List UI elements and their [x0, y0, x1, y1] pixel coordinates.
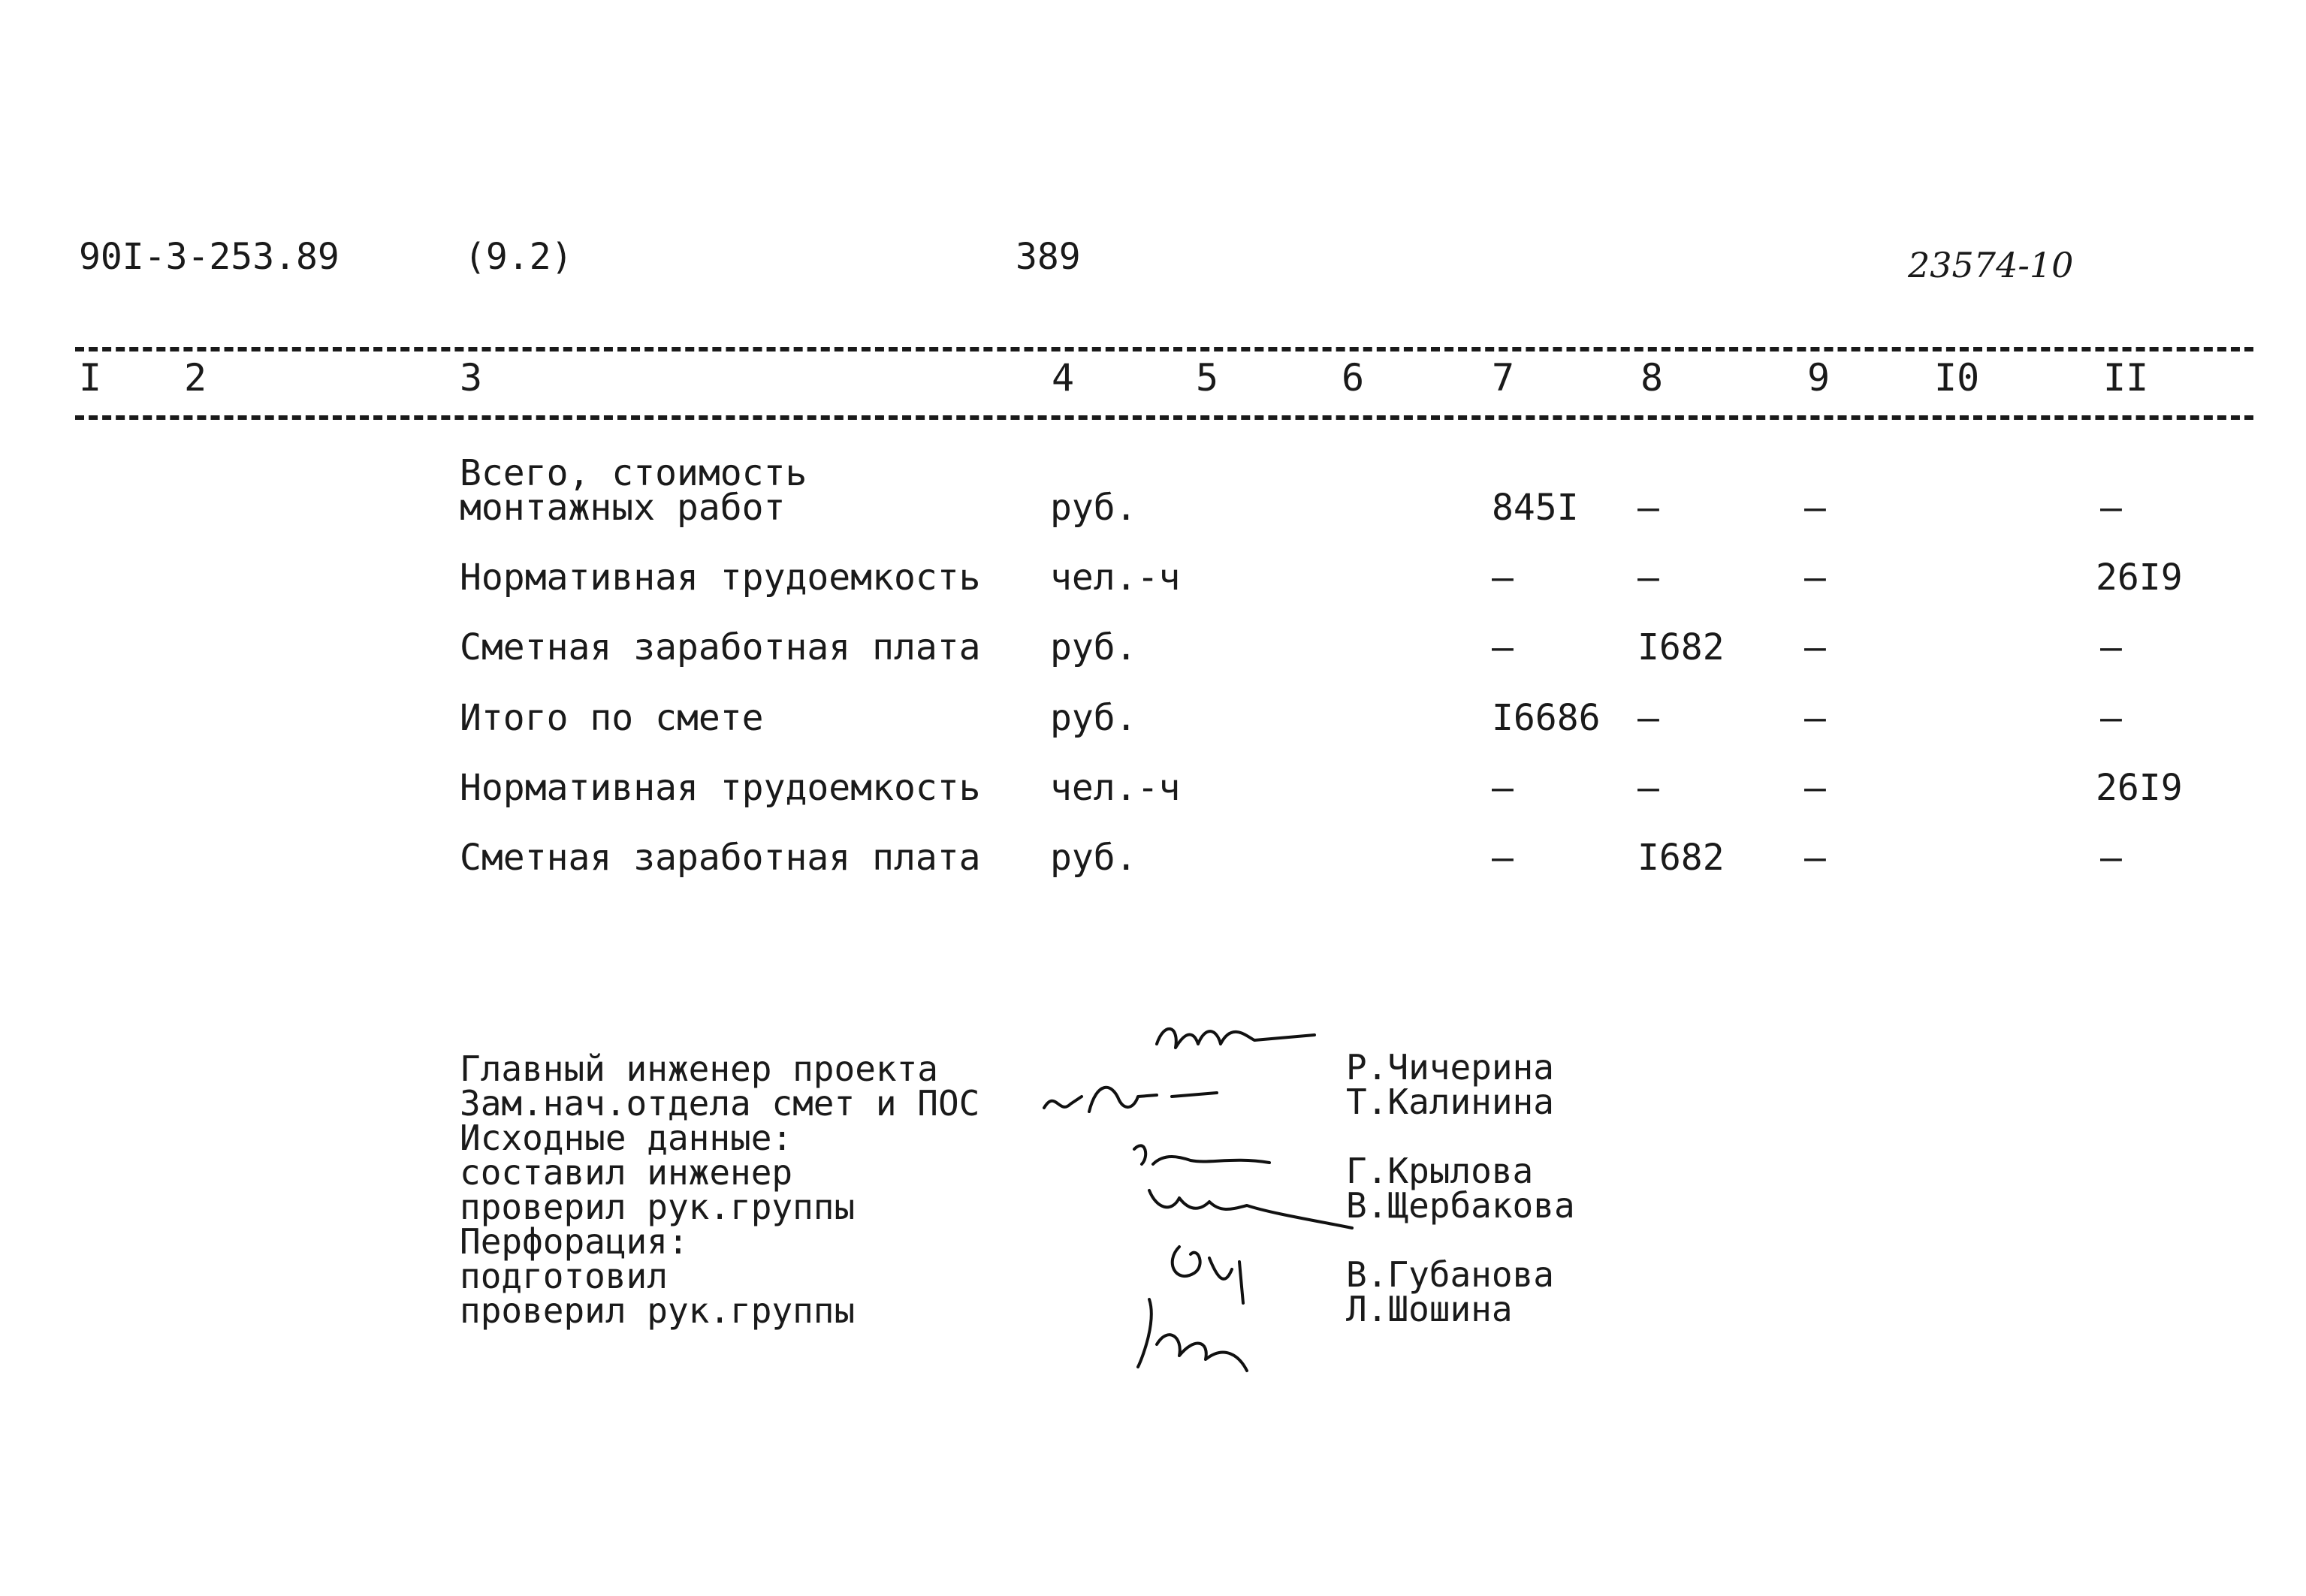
name-shcherbakova: В.Щербакова — [1346, 1185, 1575, 1226]
role-source-data: Исходные данные: — [460, 1118, 793, 1158]
role-prepared-by: подготовил — [460, 1256, 668, 1296]
role-checked-by-2: проверил рук.группы — [460, 1290, 856, 1331]
row-6-label: Сметная заработная плата — [460, 837, 981, 879]
document-code: 90I-3-253.89 — [79, 236, 340, 278]
row-3-col7: – — [1492, 626, 1514, 668]
column-header-7: 7 — [1492, 356, 1515, 400]
row-6-unit: руб. — [1050, 837, 1137, 879]
column-header-10: I0 — [1934, 356, 1980, 400]
row-6-col7: – — [1492, 837, 1514, 879]
column-header-6: 6 — [1342, 356, 1365, 400]
archive-number: 23574-10 — [1908, 245, 2074, 285]
row-5-label: Нормативная трудоемкость — [460, 767, 981, 809]
name-gubanova: В.Губанова — [1346, 1254, 1554, 1295]
table-header-rule — [75, 415, 2253, 420]
column-header-1: I — [79, 356, 102, 400]
row-4-col11: – — [2100, 697, 2122, 739]
row-5-col8: – — [1637, 767, 1659, 809]
row-3-col8: I682 — [1637, 626, 1725, 668]
column-header-4: 4 — [1052, 356, 1075, 400]
column-header-2: 2 — [184, 356, 207, 400]
row-5-col11: 26I9 — [2096, 767, 2183, 809]
column-header-8: 8 — [1640, 356, 1664, 400]
table-top-rule — [75, 347, 2253, 351]
row-5-unit: чел.-ч — [1050, 767, 1181, 809]
row-3-label: Сметная заработная плата — [460, 626, 981, 668]
row-1-col8: – — [1637, 487, 1659, 529]
column-header-3: 3 — [460, 356, 483, 400]
name-kalinina: Т.Калинина — [1346, 1082, 1554, 1122]
signature-scribble-kalinina — [1037, 1067, 1232, 1127]
row-6-col11: – — [2100, 837, 2122, 879]
row-1-label-line1: Всего, стоимость — [460, 452, 807, 494]
row-2-col8: – — [1637, 557, 1659, 599]
row-3-unit: руб. — [1050, 626, 1137, 668]
row-4-col7: I6686 — [1492, 697, 1601, 739]
row-4-col9: – — [1804, 697, 1826, 739]
column-header-5: 5 — [1196, 356, 1219, 400]
row-2-col9: – — [1804, 557, 1826, 599]
role-compiled-by: составил инженер — [460, 1152, 793, 1193]
row-1-col7: 845I — [1492, 487, 1579, 529]
name-krylova: Г.Крылова — [1346, 1151, 1534, 1191]
row-3-col11: – — [2100, 626, 2122, 668]
signature-scribble-shoshina — [1127, 1292, 1292, 1382]
name-shoshina: Л.Шошина — [1346, 1289, 1513, 1329]
row-2-col11: 26I9 — [2096, 557, 2183, 599]
role-perforation: Перфорация: — [460, 1221, 689, 1262]
row-1-label-line2: монтажных работ — [460, 487, 786, 529]
column-header-11: II — [2103, 356, 2149, 400]
row-6-col8: I682 — [1637, 837, 1725, 879]
row-4-col8: – — [1637, 697, 1659, 739]
row-4-unit: руб. — [1050, 697, 1137, 739]
role-checked-by: проверил рук.группы — [460, 1187, 856, 1227]
row-5-col9: – — [1804, 767, 1826, 809]
row-3-col9: – — [1804, 626, 1826, 668]
role-deputy-head: Зам.нач.отдела смет и ПОС — [460, 1083, 980, 1124]
row-2-col7: – — [1492, 557, 1514, 599]
name-chicherina: Р.Чичерина — [1346, 1047, 1554, 1088]
page-number: 389 — [1016, 236, 1081, 278]
column-header-9: 9 — [1807, 356, 1831, 400]
row-2-unit: чел.-ч — [1050, 557, 1181, 599]
signature-scribble-shcherbakova — [1127, 1179, 1367, 1239]
role-chief-engineer: Главный инженер проекта — [460, 1048, 938, 1089]
row-2-label: Нормативная трудоемкость — [460, 557, 981, 599]
section-number: (9.2) — [464, 236, 573, 278]
row-5-col7: – — [1492, 767, 1514, 809]
row-4-label: Итого по смете — [460, 697, 764, 739]
signature-scribble-chicherina — [1142, 1014, 1322, 1074]
row-1-col9: – — [1804, 487, 1826, 529]
row-1-col11: – — [2100, 487, 2122, 529]
row-1-unit: руб. — [1050, 487, 1137, 529]
row-6-col9: – — [1804, 837, 1826, 879]
